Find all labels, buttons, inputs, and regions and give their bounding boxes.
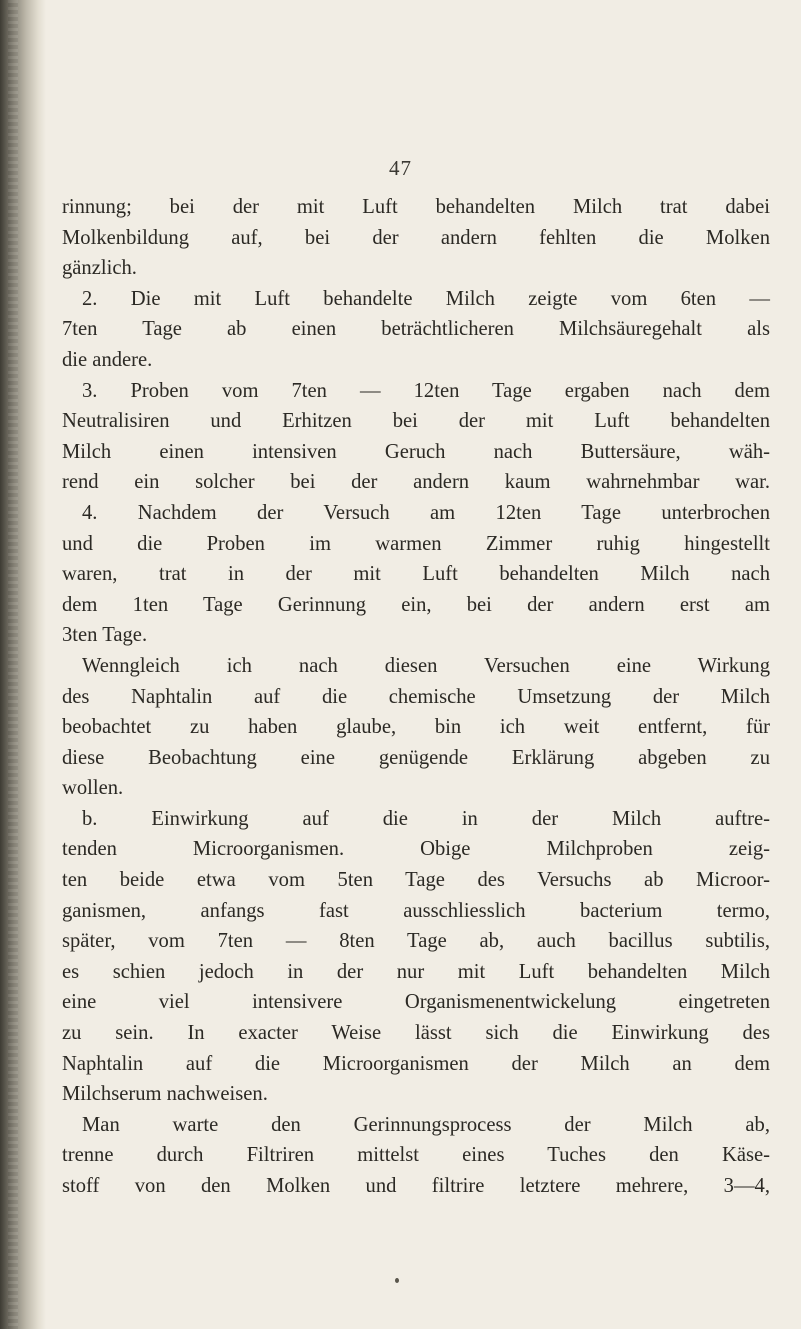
text-line: waren, trat in der mit Luft behandelten Milch nach (62, 563, 770, 586)
ink-speck (395, 1278, 399, 1283)
text-line: trenne durch Filtriren mittelst eines Tuches den Käse- (62, 1144, 770, 1167)
page-number: 47 (389, 156, 412, 180)
text-line: ganismen, anfangs fast ausschliesslich bacterium termo, (62, 899, 770, 922)
binding-texture (8, 0, 18, 1329)
text-line: Neutralisiren und Erhitzen bei der mit Luft behandelten (62, 410, 770, 433)
text-line: ten beide etwa vom 5ten Tage des Versuchs ab Microor- (62, 869, 770, 892)
text-line: b. Einwirkung auf die in der Milch auftre- (82, 807, 770, 830)
text-line: 3. Proben vom 7ten — 12ten Tage ergaben nach dem (82, 379, 770, 402)
text-line: zu sein. In exacter Weise lässt sich die Einwirkung des (62, 1022, 770, 1045)
text-line: tenden Microorganismen. Obige Milchproben zeig- (62, 838, 770, 861)
text-line: später, vom 7ten — 8ten Tage ab, auch bacillus subtilis, (62, 930, 770, 953)
text-line: Wenngleich ich nach diesen Versuchen eine Wirkung (82, 654, 770, 677)
text-line: es schien jedoch in der nur mit Luft behandelten Milch (62, 960, 770, 983)
text-line: Naphtalin auf die Microorganismen der Milch an dem (62, 1052, 770, 1075)
text-line: rinnung; bei der mit Luft behandelten Milch trat dabei (62, 196, 770, 218)
text-line: gänzlich. (62, 257, 137, 280)
text-line: Milchserum nachweisen. (62, 1083, 268, 1106)
text-line: Molkenbildung auf, bei der andern fehlten die Molken (62, 226, 770, 249)
text-line: des Naphtalin auf die chemische Umsetzung der Milch (62, 685, 770, 708)
text-line: Man warte den Gerinnungsprocess der Milch ab, (82, 1113, 770, 1136)
text-line: die andere. (62, 348, 153, 371)
text-line: dem 1ten Tage Gerinnung ein, bei der andern erst am (62, 593, 770, 616)
text-line: 3ten Tage. (62, 624, 148, 647)
book-binding-shadow (0, 0, 46, 1329)
text-line: stoff von den Molken und filtrire letztere mehrere, 3—4, (62, 1175, 770, 1197)
text-line: und die Proben im warmen Zimmer ruhig hingestellt (62, 532, 770, 555)
text-line: diese Beobachtung eine genügende Erklärung abgeben zu (62, 746, 770, 769)
text-line: eine viel intensivere Organismenentwickelung eingetreten (62, 991, 770, 1014)
text-line: 4. Nachdem der Versuch am 12ten Tage unterbrochen (82, 501, 770, 524)
body-text (62, 192, 770, 1202)
text-line: 7ten Tage ab einen beträchtlicheren Milchsäuregehalt als (62, 318, 770, 341)
text-line: rend ein solcher bei der andern kaum wahrnehmbar war. (62, 471, 770, 494)
text-line: Milch einen intensiven Geruch nach Buttersäure, wäh- (62, 440, 770, 463)
text-line: beobachtet zu haben glaube, bin ich weit entfernt, für (62, 716, 770, 739)
text-line: 2. Die mit Luft behandelte Milch zeigte vom 6ten — (82, 287, 770, 310)
text-line: wollen. (62, 777, 124, 800)
